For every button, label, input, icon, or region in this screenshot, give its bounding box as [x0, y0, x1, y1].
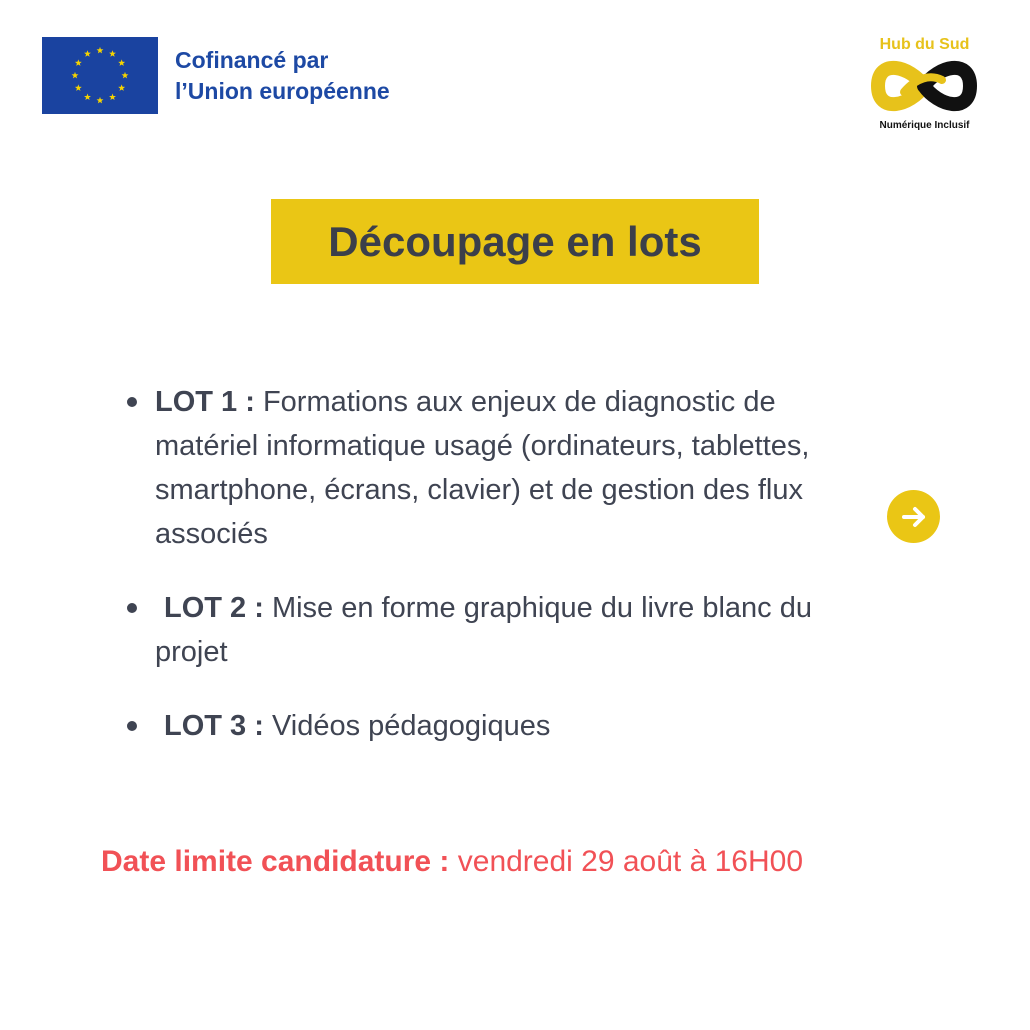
eu-cofunding-line-1: Cofinancé par	[175, 47, 329, 73]
infinity-loop-icon	[868, 54, 980, 118]
lot-label: LOT 3 :	[164, 710, 264, 742]
lot-description: Mise en forme graphique du livre blanc du projet	[155, 592, 812, 668]
eu-star-icon	[75, 84, 82, 91]
bullet-icon	[127, 721, 137, 731]
eu-star-icon	[109, 94, 116, 101]
eu-star-icon	[109, 50, 116, 57]
eu-star-icon	[118, 84, 125, 91]
list-item-lot-2	[124, 586, 864, 674]
bullet-icon	[127, 603, 137, 613]
eu-star-icon	[72, 72, 79, 79]
page-title: Découpage en lots	[328, 217, 702, 265]
eu-star-icon	[84, 50, 91, 57]
bullet-icon	[127, 397, 137, 407]
lot-description: Vidéos pédagogiques	[263, 710, 551, 742]
eu-star-icon	[75, 59, 82, 66]
eu-cofunding-text	[175, 45, 390, 107]
lot-label: LOT 1 :	[155, 386, 255, 418]
eu-star-icon	[118, 59, 125, 66]
arrow-right-icon	[899, 502, 929, 532]
next-button[interactable]	[887, 490, 940, 543]
lots-list	[124, 380, 864, 748]
hub-logo-title: Hub du Sud	[879, 36, 970, 53]
hub-logo-subtitle: Numérique Inclusif	[879, 120, 970, 131]
deadline-value: vendredi 29 août à 16H00	[449, 845, 804, 878]
deadline-text	[101, 845, 803, 879]
eu-star-icon	[97, 47, 104, 54]
eu-star-icon	[97, 97, 104, 104]
eu-star-icon	[122, 72, 129, 79]
eu-cofunding-line-2: l’Union européenne	[175, 78, 390, 104]
eu-star-icon	[84, 94, 91, 101]
list-item-lot-3	[124, 704, 864, 748]
hub-du-sud-logo	[862, 36, 987, 136]
list-item-lot-1	[124, 380, 864, 556]
lot-description: Formations aux enjeux de diagnostic de matériel informatique usagé (ordinateurs, tablettes, smartphone, écrans, clavier) et de gestion des flux associés	[155, 386, 810, 550]
eu-flag-icon	[42, 37, 158, 114]
lot-label: LOT 2 :	[164, 592, 264, 624]
title-banner	[271, 199, 759, 284]
deadline-label: Date limite candidature :	[101, 845, 450, 878]
